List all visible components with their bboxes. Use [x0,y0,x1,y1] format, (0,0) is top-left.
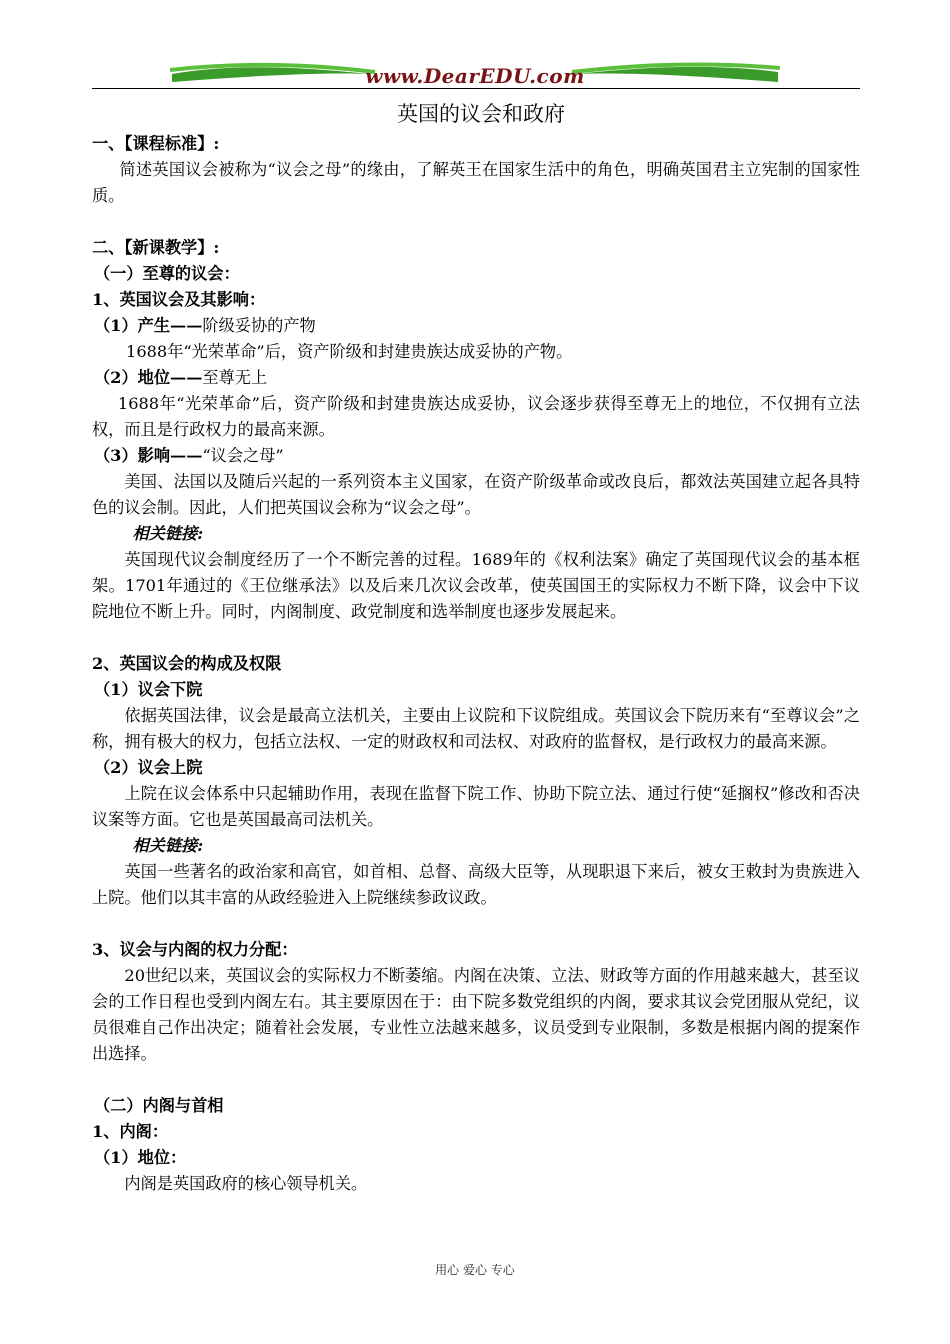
item-heading-influence: 1、英国议会及其影响： [92,290,266,309]
subheading-lower-house: （1）议会下院 [94,680,203,699]
paragraph-power-distribution: 20世纪以来，英国议会的实际权力不断萎缩。内阁在决策、立法、财政等方面的作用越来越大，甚至议会的工作日程也受到内阁左右。其主要原因在于：由下院多数党组织的内阁，要求其议会党团服从党纪，议员很难自己作出决定；随着社会发展，专业性立法越来越多，议员受到专业限制，多数是根据内阁的提案作出选择。 [92,966,860,1063]
site-logo-text[interactable]: www.DearEDU.com [365,64,585,88]
subheading-origin-value: 阶级妥协的产物 [202,316,316,335]
paragraph-impact: 美国、法国以及随后兴起的一系列资本主义国家，在资产阶级革命或改良后，都效法英国建立起各具特色的议会制。因此，人们把英国议会称为“议会之母”。 [92,472,860,517]
subheading-impact-value: “议会之母” [202,446,284,465]
paragraph-upper-house: 上院在议会体系中只起辅助作用，表现在监督下院工作、协助下院立法、通过行使“延搁权”修改和否决议案等方面。它也是英国最高司法机关。 [92,784,860,829]
page-footer: 用心 爱心 专心 [435,1263,515,1277]
part-heading-parliament: （一）至尊的议会： [94,264,240,283]
subheading-status-value: 至尊无上 [202,368,268,387]
related-link-label: 相关链接: [132,524,204,543]
header-rule [92,88,860,89]
spacer [92,1067,860,1093]
spacer [92,209,860,235]
paragraph-related-1: 英国现代议会制度经历了一个不断完善的过程。1689年的《权利法案》确定了英国现代议会的基本框架。1701年通过的《王位继承法》以及后来几次议会改革，使英国国王的实际权力不断下降，议会中下议院地位不断上升。同时，内阁制度、政党制度和选举制度也逐步发展起来。 [92,550,860,621]
paragraph-related-2: 英国一些著名的政治家和高官，如首相、总督、高级大臣等，从现职退下来后，被女王敕封为贵族进入上院。他们以其丰富的从政经验进入上院继续参政议政。 [92,862,860,907]
paragraph-origin: 1688年“光荣革命”后，资产阶级和封建贵族达成妥协的产物。 [126,342,573,361]
subheading-origin-label: （1）产生—— [94,316,203,335]
subheading-origin [92,313,860,339]
spacer [92,911,860,937]
paragraph-status: 1688年“光荣革命”后，资产阶级和封建贵族达成妥协，议会逐步获得至尊无上的地位，不仅拥有立法权，而且是行政权力的最高来源。 [92,394,860,439]
paragraph-lower-house: 依据英国法律，议会是最高立法机关，主要由上议院和下议院组成。英国议会下院历来有“至尊议会”之称，拥有极大的权力，包括立法权、一定的财政权和司法权、对政府的监督权，是行政权力的最高来源。 [92,706,860,751]
subheading-status-label: （2）地位—— [94,368,203,387]
related-link-label-2: 相关链接: [132,836,204,855]
part-heading-cabinet: （二）内阁与首相 [94,1096,224,1115]
section-heading-teaching: 二、【新课教学】: [92,238,220,257]
spacer [92,625,860,651]
page-title: 英国的议会和政府 [397,102,565,126]
document-body [92,97,860,1197]
item-heading-cabinet: 1、内阁： [92,1122,169,1141]
paragraph-cabinet-status: 内阁是英国政府的核心领导机关。 [124,1174,368,1193]
subheading-impact [92,443,860,469]
subheading-cabinet-status: （1）地位： [94,1148,187,1167]
item-heading-power-distribution: 3、议会与内阁的权力分配： [92,940,298,959]
item-heading-composition: 2、英国议会的构成及权限 [92,654,282,673]
subheading-impact-label: （3）影响—— [94,446,203,465]
section-heading-standard: 一、【课程标准】: [92,134,220,153]
paragraph-standard: 简述英国议会被称为“议会之母”的缘由，了解英王在国家生活中的角色，明确英国君主立宪制的国家性质。 [92,160,860,205]
subheading-status [92,365,860,391]
subheading-upper-house: （2）议会上院 [94,758,203,777]
